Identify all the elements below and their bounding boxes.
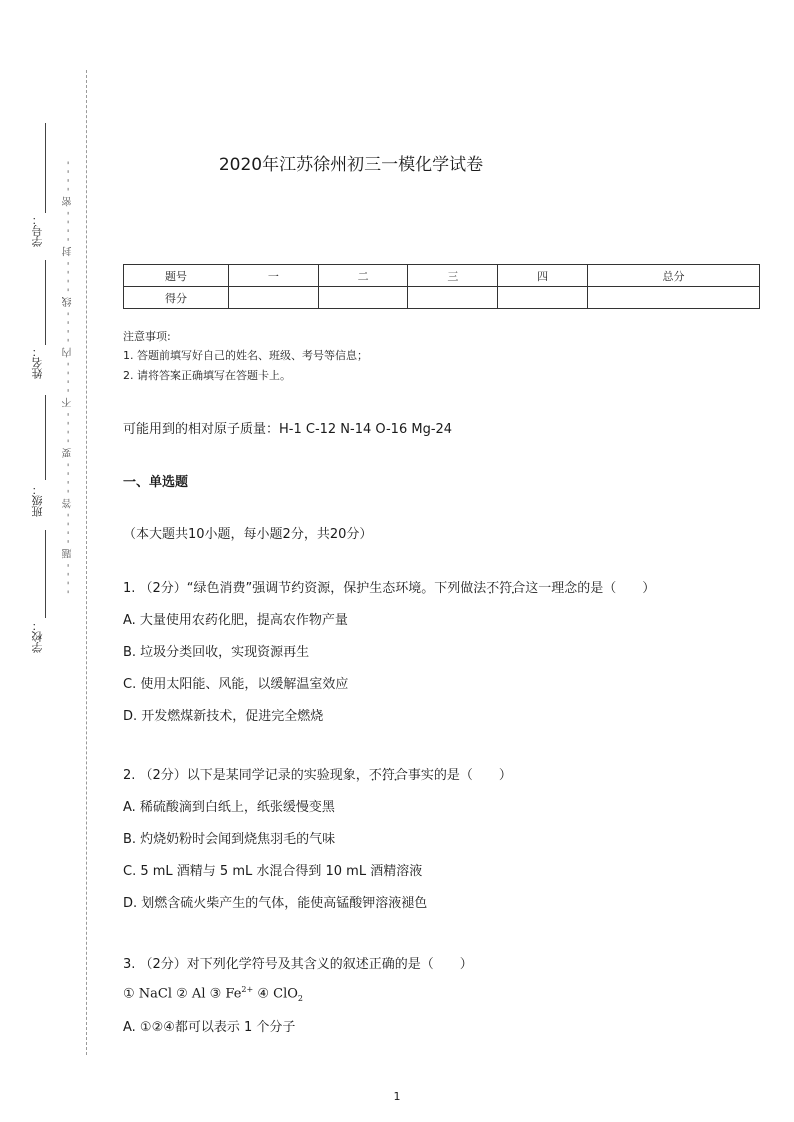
option[interactable]: B. 灼烧奶粉时会闻到烧焦羽毛的气味 (123, 832, 336, 847)
option[interactable]: D. 开发燃煤新技术，促进完全燃烧 (123, 709, 324, 724)
name-line (45, 260, 46, 345)
atomic-masses: 可能用到的相对原子质量：H-1 C-12 N-14 O-16 Mg-24 (123, 422, 453, 437)
school-line (45, 530, 46, 618)
notice-heading: 注意事项: (123, 330, 171, 343)
score-table-header-cell: 总分 (587, 265, 759, 287)
charge-superscript: 2+ (241, 985, 254, 994)
option[interactable]: A. 稀硫酸滴到白纸上，纸张缓慢变黑 (123, 800, 335, 815)
score-table-header-row (124, 265, 760, 287)
notice-item: 1. 答题前填写好自己的姓名、班级、考号等信息； (123, 349, 368, 362)
score-table-header-cell: 三 (408, 265, 498, 287)
question-stem-text: 事实的是（ ） (407, 768, 512, 783)
option[interactable]: C. 使用太阳能、风能，以缓解温室效应 (123, 677, 349, 692)
student-id-label: 学号： (31, 214, 44, 247)
option[interactable]: C. 5 mL 酒精与 5 mL 水混合得到 10 mL 酒精溶液 (123, 864, 423, 879)
option[interactable]: A. 大量使用农药化肥，提高农作物产量 (123, 613, 348, 628)
score-cell[interactable] (587, 287, 759, 309)
page-number: 1 (393, 1090, 401, 1103)
subscript: 2 (297, 993, 303, 1003)
question-1-stem (123, 577, 655, 596)
school-label: 学校： (31, 620, 44, 653)
score-table-score-row (124, 287, 760, 309)
binding-dashed-line (86, 70, 87, 1055)
symbols-text: ④ ClO (253, 986, 298, 1002)
score-cell[interactable] (229, 287, 319, 309)
score-table-header-cell: 题号 (124, 265, 229, 287)
notice-item: 2. 请将答案正确填写在答题卡上。 (123, 369, 291, 382)
score-table-header-cell: 四 (498, 265, 588, 287)
page-title-text: 2020年江苏徐州初三一模化学试卷 (218, 155, 484, 175)
score-cell[interactable] (318, 287, 408, 309)
option[interactable]: B. 垃圾分类回收，实现资源再生 (123, 645, 310, 660)
score-table-header-cell: 一 (229, 265, 319, 287)
option[interactable]: A. ①②④都可以表示 1 个分子 (123, 1020, 296, 1035)
page-title (0, 150, 794, 175)
question-stem-text: 2. （2分）以下是某同学记录的实验现象， (123, 768, 369, 783)
score-cell[interactable] (408, 287, 498, 309)
question-3-stem: 3. （2分）对下列化学符号及其含义的叙述正确的是（ ） (123, 957, 473, 972)
class-line (45, 395, 46, 480)
score-cell[interactable] (498, 287, 588, 309)
question-stem-text: 这一理念的是（ ） (525, 581, 656, 596)
class-label: 班级： (31, 484, 44, 517)
question-2-stem (123, 764, 512, 783)
score-table-header-cell: 二 (318, 265, 408, 287)
sealing-line-note: - - - - 题 - - - - 答 - - - - 要 - - - - 不 - - - - 内 - - - - 线 - - - - 封 - - - - 密 - - - - (63, 160, 74, 594)
symbols-text: ① NaCl ② Al ③ Fe (123, 986, 242, 1002)
score-row-label: 得分 (124, 287, 229, 309)
question-stem-text: 1. （2分）“绿色消费”强调节约资源，保护生态环境。下列做法 (123, 581, 487, 596)
name-label: 姓名： (31, 346, 44, 379)
section-title: 一、单选题 (123, 475, 189, 490)
option[interactable]: D. 划燃含硫火柴产生的气体，能使高锰酸钾溶液褪色 (123, 896, 428, 911)
score-table (123, 264, 760, 309)
emphasis-text: 不符合 • • • (369, 764, 408, 783)
chemical-symbols (123, 985, 303, 1003)
emphasis-text: 不符合 • • • (486, 577, 525, 596)
section-desc: （本大题共10小题，每小题2分，共20分） (123, 527, 373, 542)
